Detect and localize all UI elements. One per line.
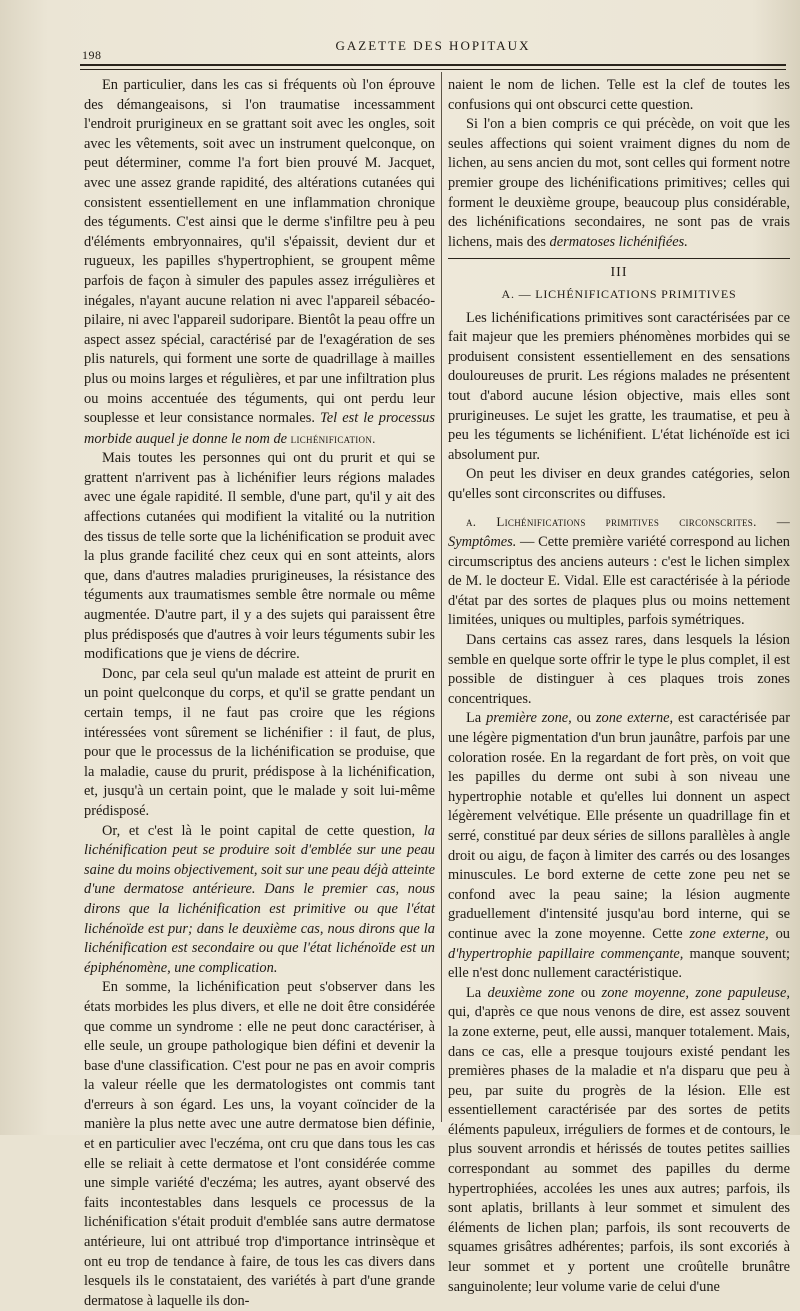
paragraph: Les lichénifications primitives sont caractérisées par ce fait majeur que les premiers phénomènes morbides qui se produisent consistent essentiellement en des sensations douloureuses de prurit. Les régions malades ne présentent tout d'abord aucune lésion objective, mais elles sont prurigineuses. Le sujet les gratte, les traumatise, et peu à peu les téguments se lichénifient. L'état lichénoïde est ici absolument pur. <box>448 309 790 463</box>
paragraph: Mais toutes les personnes qui ont du prurit et qui se grattent n'arrivent pas à lichénifier leurs régions malades avec une égale rapidité. Il semble, d'une part, qu'il y ait des affections cutanées qui modifient la vitalité ou la nutrition des tissus de telle sorte que la lichénification se produit avec la plus grande facilité chez ceux qui en sont atteints, alors que, dans d'autres maladies prurigineuses, la résistance des téguments aux traumatismes semble être normale ou même augmentée. D'autre part, il y a des sujets qui paraissent être plus prédisposés que d'autres à voir leurs téguments subir les modifications que je viens de décrire. <box>84 450 435 663</box>
paragraph: Or, et c'est là le point capital de cette question, la lichénification peut se produire soit d'emblée sur une peau saine du moins objectivement, soit sur une peau déjà atteinte d'une dermatose antérieure. Dans le premier cas, nous dirons que la lichénification est primitive ou que l'état lichénoïde est pur; dans le deuxième cas, nous dirons que la lichénification est secondaire ou que l'état lichénoïde est un épiphénomène, une complication. <box>84 822 435 976</box>
header-rule <box>80 64 786 66</box>
paragraph: La deuxième zone ou zone moyenne, zone papuleuse, qui, d'après ce que nous venons de dire, est assez souvent la zone externe, peut, elle aussi, manquer totalement. Mais, dans ce cas, elle a presque toujours existé pendant les premières phases de la maladie et n'a disparu que peu à peu, par suite du progrès de la lésion. Elle est essentiellement caractérisée par des sortes de petits éléments papuleux, irréguliers de formes et de contours, le plus souvent arrondis et hérissés de toutes petites saillies correspondant au sommet des papilles du derme hypertrophiées, accolées les unes aux autres; parfois, ils sont aplatis, brillants à leur sommet et simulent des éléments de lichen plan; parfois, ils sont recouverts de squames grisâtres adhérentes; parfois, ils sont excoriés à leur sommet et y portent une croûtelle brunâtre sanguinolente; leur volume varie de celui d'une <box>448 984 790 1295</box>
header-rule-thin <box>80 69 786 70</box>
paragraph: a. Lichénifications primitives circonscrites. — Symptômes. — Cette première variété correspond au lichen circumscriptus des anciens auteurs : c'est le lichen simplex de M. le docteur E. Vidal. Elle est caractérisée à la période d'état par des sortes de plaques plus ou moins nettement limitées, uniques ou multiples, parfois symétriques. <box>448 514 790 629</box>
section-title: A. — LICHÉNIFICATIONS PRIMITIVES <box>501 286 737 301</box>
section-rule <box>448 258 790 259</box>
paragraph: En particulier, dans les cas si fréquents où l'on éprouve des démangeaisons, si l'on traumatise incessamment l'endroit prurigineux en se grattant soit avec les ongles, soit avec les vêtements, soit avec un instrument quelconque, on peut déterminer, comme l'a fort bien prouvé M. Jacquet, avec une assez grande rapidité, des altérations cutanées qui consistent essentiellement en une inflammation chronique des téguments. C'est ainsi que le derme s'infiltre peu à peu d'éléments embryonnaires, qu'il s'épaissit, devient dur et rugueux, les papilles s'hypertrophient, se groupent même parfois de façon à simuler des papules assez irrégulières et inégales, n'ayant aucune relation ni avec l'appareil sébacéo-pilaire, ni avec l'appareil sudoripare. Bientôt la peau offre un aspect assez spécial, caractérisé par de l'exagération de ses plis naturels, qui forment une sorte de quadrillage à mailles plus ou moins larges et régulières, et par une infiltration plus ou moins accentuée des téguments, qui ont perdu leur souplesse et leur consistance normales. Tel est le processus morbide auquel je donne le nom de lichénification. <box>84 77 435 447</box>
section-heading <box>448 258 790 304</box>
right-column <box>448 76 790 1297</box>
paragraph: En somme, la lichénification peut s'observer dans les états morbides les plus divers, et elle ne doit être considérée que comme un syndrome : elle ne peut donc caractériser, à elle seule, un groupe pathologique bien défini et devenir la base d'une classification. C'est pour ne pas en avoir compris la valeur réelle que les dermatologistes ont commis tant d'erreurs à son égard. Les uns, la voyant coïncider de la manière la plus nette avec une autre dermatose bien définie, et en particulier avec l'eczéma, ont cru que dans tous les cas elle se reliait à cette dermatose et l'ont considérée comme une simple variété d'eczéma; les autres, ayant observé des faits incontestables dans lesquels ce processus de la lichénification s'était produit d'emblée sans autre dermatose antérieure, lui ont attribué trop d'importance intrinsèque et ont eu trop de tendance à faire, de tous les cas divers dans lesquels ils le constataient, des variétés à part d'une grande dermatose à laquelle ils don- <box>84 979 435 1309</box>
paragraph: La première zone, ou zone externe, est caractérisée par une légère pigmentation d'un brun jaunâtre, parfois par une coloration rosée. En la regardant de fort près, on voit que les papilles du derme ont subi à son niveau une hypertrophie notable et qu'elles lui donnent un aspect légèrement velvétique. Elle présente un quadrillage fin et serré, constitué par deux séries de sillons parallèles à angle droit ou aigu, de façon à limiter des carrés ou des losanges minuscules. Le bord externe de cette zone peu net se confond avec la peau saine; la lésion augmente graduellement d'intensité jusqu'au bord interne, qui se continue avec la zone moyenne. Cette zone externe, ou d'hypertrophie papillaire commençante, manque souvent; elle n'est donc nullement caractéristique. <box>448 710 790 982</box>
paragraph: naient le nom de lichen. Telle est la clef de toutes les confusions qui ont obscurci cette question. <box>448 77 790 113</box>
journal-title: GAZETTE DES HOPITAUX <box>335 38 531 53</box>
paragraph: Si l'on a bien compris ce qui précède, on voit que les seules affections qui soient vraiment dignes du nom de lichen, au sens ancien du mot, sont celles qui forment notre premier groupe des lichénifications primitives; celles qui forment le deuxième groupe, beaucoup plus considérable, des lichénifications secondaires, ne sont pas de vrais lichens, mais des dermatoses lichénifiées. <box>448 116 790 250</box>
paragraph: On peut les diviser en deux grandes catégories, selon qu'elles sont circonscrites ou diffuses. <box>448 466 790 502</box>
column-divider <box>441 72 442 1122</box>
spacer <box>448 504 790 512</box>
left-column <box>84 76 435 1311</box>
section-number: III <box>610 265 628 281</box>
page-header <box>80 32 786 62</box>
paragraph: Dans certains cas assez rares, dans lesquels la lésion semble en quelque sorte offrir le type le plus complet, il est possible de distinguer à ces plaques trois zones concentriques. <box>448 632 790 707</box>
paragraph: Donc, par cela seul qu'un malade est atteint de prurit en un point quelconque du corps, et qu'il se gratte pendant un certain temps, il ne faut pas croire que les régions intéressées vont sûrement se lichénifier : il faut, de plus, pour que le processus de la lichénification se produise, que la maladie, cause du prurit, prédispose à la lichénification, et, jusqu'à un certain point, que le malade y soit lui-même prédisposé. <box>84 665 435 819</box>
page-number: 198 <box>82 48 102 62</box>
